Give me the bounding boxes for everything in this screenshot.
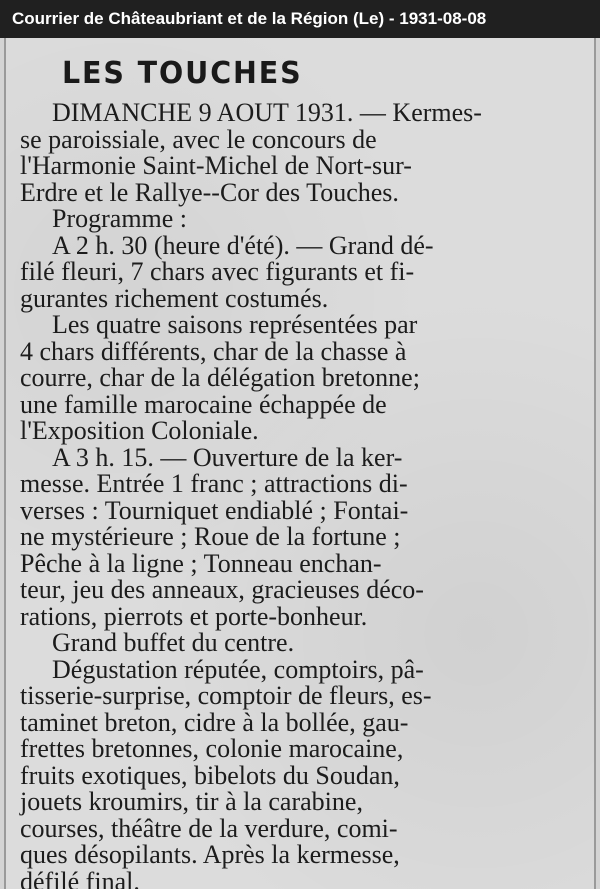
article-line: Dégustation réputée, comptoirs, pâ- xyxy=(52,654,424,684)
article-line: une famille marocaine échappée de xyxy=(20,389,387,419)
article-line: Les quatre saisons représentées par xyxy=(52,310,418,339)
article-line: rations, pierrots et porte-bonheur. xyxy=(20,601,368,631)
article-line: teur, jeu des anneaux, gracieuses déco- xyxy=(20,575,424,604)
window-title: Courrier de Châteaubriant et de la Région (Le) - 1931-08-08 xyxy=(0,0,600,38)
article-line: A 3 h. 15. — Ouverture de la ker- xyxy=(52,442,403,472)
article-line: taminet breton, cidre à la bollée, gau- xyxy=(20,707,409,737)
article-line: fruits exotiques, bibelots du Soudan, xyxy=(20,760,400,790)
article-line: défilé final. xyxy=(20,866,140,889)
article-line: Erdre et le Rallye--Cor des Touches. xyxy=(20,177,399,207)
article-heading: LES TOUCHES xyxy=(62,56,303,91)
newspaper-clipping xyxy=(4,38,596,889)
article-line: ne mystérieure ; Roue de la fortune ; xyxy=(20,522,401,551)
article-line: l'Exposition Coloniale. xyxy=(20,416,259,445)
article-line: verses : Tourniquet endiablé ; Fontai- xyxy=(20,495,409,525)
article-line: ques désopilants. Après la kermesse, xyxy=(20,840,400,869)
article-line: Pêche à la ligne ; Tonneau enchan- xyxy=(20,548,382,578)
article-line: messe. Entrée 1 franc ; attractions di- xyxy=(20,469,408,498)
article-line: Grand buffet du centre. xyxy=(52,628,295,657)
article-line: jouets kroumirs, tir à la carabine, xyxy=(20,787,363,816)
article-line: gurantes richement costumés. xyxy=(20,283,329,313)
article-line: 4 chars différents, char de la chasse à xyxy=(20,336,407,366)
article-line: DIMANCHE 9 AOUT 1931. — Kermes- xyxy=(52,98,482,127)
article-line: tisserie-surprise, comptoir de fleurs, es- xyxy=(20,681,432,710)
article-line: courre, char de la délégation bretonne; xyxy=(20,363,420,392)
article-line: frettes bretonnes, colonie marocaine, xyxy=(20,734,404,763)
article-body xyxy=(20,100,590,889)
article-line: Programme : xyxy=(52,204,188,233)
article-line: filé fleuri, 7 chars avec figurants et fi- xyxy=(20,257,415,286)
article-line: A 2 h. 30 (heure d'été). — Grand dé- xyxy=(52,230,434,260)
article-line: courses, théâtre de la verdure, comi- xyxy=(20,813,398,843)
article-line: l'Harmonie Saint-Michel de Nort-sur- xyxy=(20,151,412,180)
article-line: se paroissiale, avec le concours de xyxy=(20,124,377,154)
